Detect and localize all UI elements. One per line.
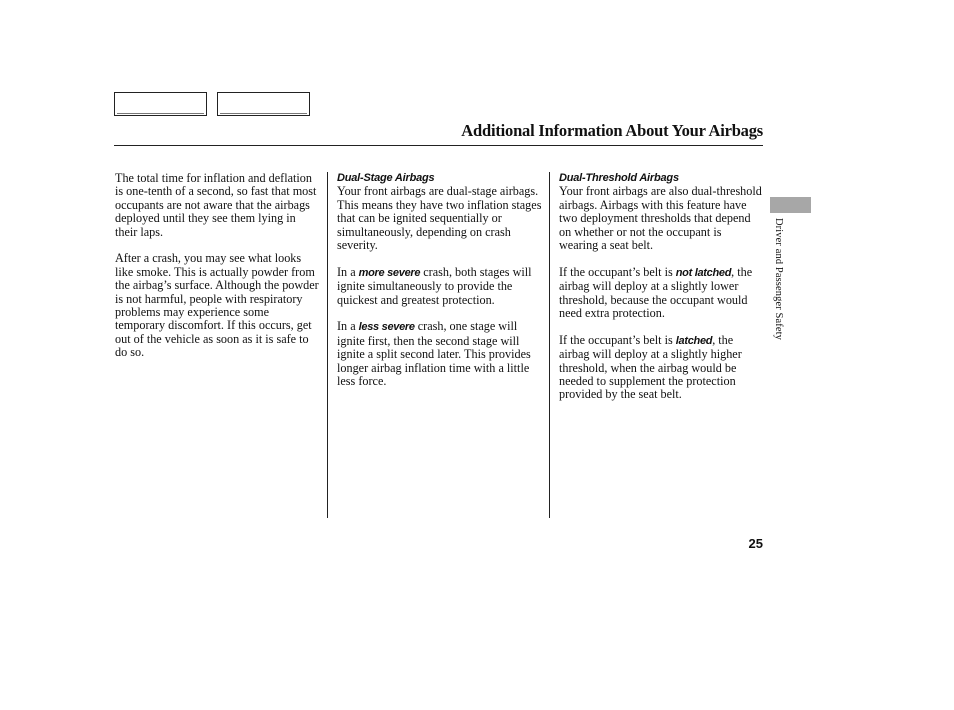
- paragraph: If the occupant’s belt is latched, the airbag will deploy at a slightly higher threshold, when the airbag would be needed to supplement the protection provided by the seat belt.: [559, 332, 742, 402]
- section-tab[interactable]: [770, 197, 811, 213]
- paragraph: Your front airbags are also dual-threshold airbags. Airbags with this feature have two deployment thresholds that depend on whether or not the occupant is wearing a seat belt.: [559, 184, 762, 253]
- section-heading-dual-threshold: Dual-Threshold Airbags: [559, 172, 679, 184]
- page-number: 25: [748, 536, 763, 551]
- paragraph: The total time for inflation and deflation is one-tenth of a second, so fast that most occupants are not aware that the airbags deployed until they see them lying in their laps.: [115, 171, 317, 239]
- paragraph: After a crash, you may see what looks like smoke. This is actually powder from the airbag’s surface. Although the powder is not harmful, people with respiratory problems may experience some temporary discomfort. If this occurs, get out of the vehicle as soon as it is safe to do so.: [115, 251, 319, 360]
- title-divider: [114, 145, 763, 146]
- paragraph: In a less severe crash, one stage will ignite first, then the second stage will ignite a split second later. This provides longer airbag inflation time with a little less force.: [337, 319, 531, 389]
- column-divider: [549, 172, 550, 518]
- text-column-3: [559, 172, 762, 415]
- emphasis-text: latched: [675, 334, 713, 347]
- page-title: Additional Information About Your Airbags: [461, 121, 763, 140]
- paragraph: Your front airbags are dual-stage airbags. This means they have two inflation stages that can be ignited sequentially or simultaneously, depending on crash severity.: [337, 184, 542, 253]
- next-page-button[interactable]: [217, 92, 310, 116]
- emphasis-text: more severe: [358, 266, 421, 279]
- emphasis-text: less severe: [358, 321, 415, 334]
- previous-page-button[interactable]: [114, 92, 207, 116]
- paragraph: If the occupant’s belt is not latched, the airbag will deploy at a slightly lower threshold, because the occupant would need extra protection.: [559, 264, 753, 321]
- paragraph: In a more severe crash, both stages will ignite simultaneously to provide the quickest and greatest protection.: [337, 264, 532, 307]
- text-column-1: [115, 172, 321, 373]
- section-heading-dual-stage: Dual-Stage Airbags: [337, 172, 435, 184]
- section-label: Driver and Passenger Safety: [773, 218, 784, 340]
- column-divider: [327, 172, 328, 518]
- emphasis-text: not latched: [675, 266, 732, 279]
- text-column-2: [337, 172, 542, 402]
